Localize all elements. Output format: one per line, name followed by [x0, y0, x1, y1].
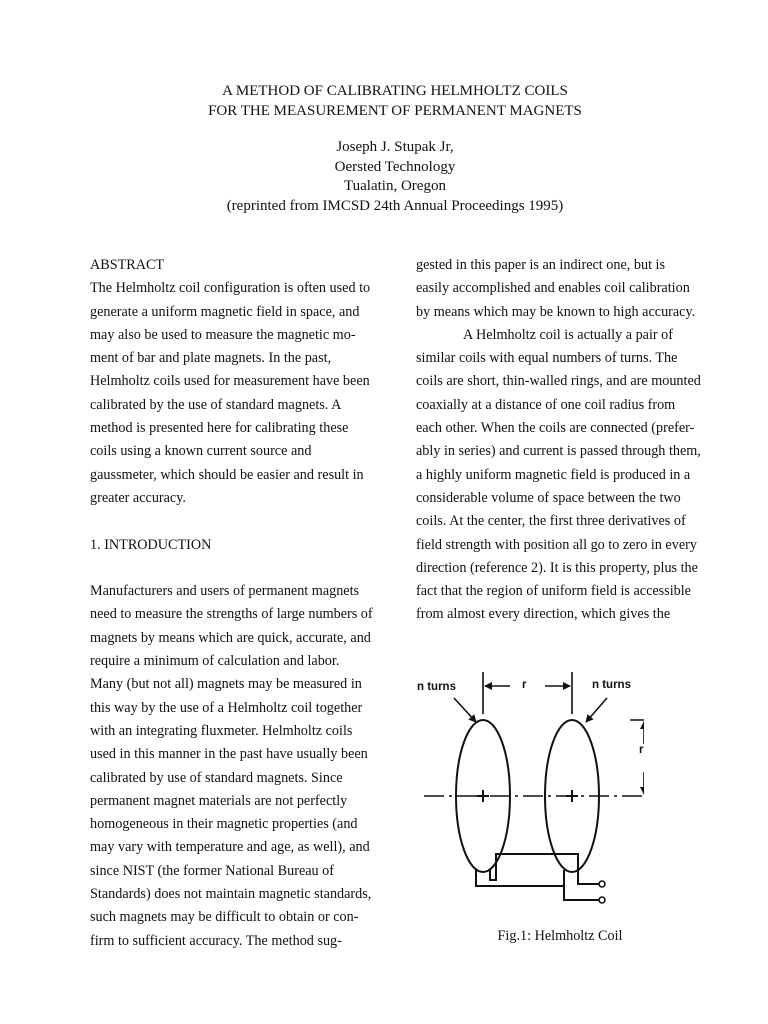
helmholtz-coil-diagram	[414, 664, 644, 914]
author-location: Tualatin, Oregon	[344, 178, 446, 194]
terminal-bottom	[599, 897, 605, 903]
text-line: from almost every direction, which gives the	[416, 606, 671, 623]
leader-left	[454, 698, 476, 722]
text-line: by means which may be known to high accuracy.	[416, 303, 696, 320]
text-line: calibrated by use of standard magnets. Since	[90, 769, 343, 786]
text-line: similar coils with equal numbers of turns. The	[416, 350, 678, 367]
introduction-heading: 1. INTRODUCTION	[90, 536, 212, 553]
text-line: field strength with position all go to zero in every	[416, 536, 697, 553]
text-line: coils. At the center, the first three derivatives of	[416, 513, 686, 530]
text-line: considerable volume of space between the two	[416, 489, 681, 506]
lead-wire-bottom	[564, 886, 600, 900]
text-line: Helmholtz coils used for measurement have been	[90, 373, 370, 390]
text-line: calibrated by the use of standard magnets. A	[90, 396, 342, 413]
paper-title	[0, 81, 768, 121]
text-line: such magnets may be difficult to obtain or con-	[90, 909, 359, 926]
text-line: coaxially at a distance of one coil radius from	[416, 396, 676, 413]
label-coil-spacing: r	[522, 679, 527, 691]
text-line: ably in series) and current is passed through them,	[416, 443, 701, 460]
helmholtz-coil-figure	[414, 664, 644, 914]
text-line: may also be used to measure the magnetic mo-	[90, 326, 356, 343]
lead-wire-top	[490, 854, 600, 884]
text-line: since NIST (the former National Bureau of	[90, 862, 334, 879]
author-block	[0, 138, 768, 216]
text-line: used in this manner in the past have usually been	[90, 746, 368, 763]
text-line: a highly uniform magnetic field is produced in a	[416, 466, 691, 483]
text-line: need to measure the strengths of large numbers of	[90, 606, 373, 623]
figure-caption: Fig.1: Helmholtz Coil	[497, 928, 623, 944]
spacer	[90, 557, 390, 580]
text-line: generate a uniform magnetic field in space, and	[90, 303, 360, 320]
author-name: Joseph J. Stupak Jr,	[336, 139, 454, 155]
abstract-heading: ABSTRACT	[90, 257, 165, 273]
text-line: coils using a known current source and	[90, 443, 312, 460]
spacer	[90, 510, 390, 533]
text-line: require a minimum of calculation and labor.	[90, 653, 340, 670]
text-line: easily accomplished and enables coil calibration	[416, 280, 690, 297]
text-line: with an integrating fluxmeter. Helmholtz coils	[90, 722, 353, 739]
right-column	[416, 254, 716, 627]
text-line: gested in this paper is an indirect one, but is	[416, 257, 666, 273]
text-line: firm to sufficient accuracy. The method sug-	[90, 932, 342, 949]
text-line: magnets by means which are quick, accurate, and	[90, 629, 371, 646]
text-line: method is presented here for calibrating these	[90, 420, 349, 437]
terminal-top	[599, 881, 605, 887]
label-coil-radius: r	[639, 744, 644, 756]
text-line: gaussmeter, which should be easier and result in	[90, 466, 364, 483]
text-line: direction (reference 2). It is this property, plus the	[416, 559, 698, 576]
title-line-1: A METHOD OF CALIBRATING HELMHOLTZ COILS	[222, 83, 568, 99]
text-line: fact that the region of uniform field is accessible	[416, 583, 691, 600]
text-line: each other. When the coils are connected (prefer-	[416, 420, 695, 437]
left-column	[90, 254, 390, 953]
label-n-turns-right: n turns	[592, 679, 631, 691]
leader-right	[586, 698, 607, 722]
text-line: may vary with temperature and age, as well), and	[90, 839, 370, 856]
text-line: Many (but not all) magnets may be measured in	[90, 676, 362, 693]
text-line: greater accuracy.	[90, 489, 186, 506]
text-line: ment of bar and plate magnets. In the past,	[90, 350, 332, 367]
text-line: homogeneous in their magnetic properties (and	[90, 816, 358, 833]
text-line: The Helmholtz coil configuration is often used to	[90, 280, 371, 297]
text-line: Manufacturers and users of permanent magnets	[90, 583, 360, 600]
label-n-turns-left: n turns	[417, 681, 456, 693]
paragraph-first-line: A Helmholtz coil is actually a pair of	[463, 326, 673, 343]
text-line: this way by the use of a Helmholtz coil together	[90, 699, 363, 716]
text-line: permanent magnet materials are not perfectly	[90, 792, 348, 809]
text-line: coils are short, thin-walled rings, and are mounted	[416, 373, 701, 390]
reprint-note: (reprinted from IMCSD 24th Annual Proceedings 1995)	[226, 197, 564, 214]
title-line-2: FOR THE MEASUREMENT OF PERMANENT MAGNETS	[208, 103, 582, 119]
text-line: Standards) does not maintain magnetic standards,	[90, 886, 372, 903]
author-affiliation: Oersted Technology	[334, 158, 456, 175]
